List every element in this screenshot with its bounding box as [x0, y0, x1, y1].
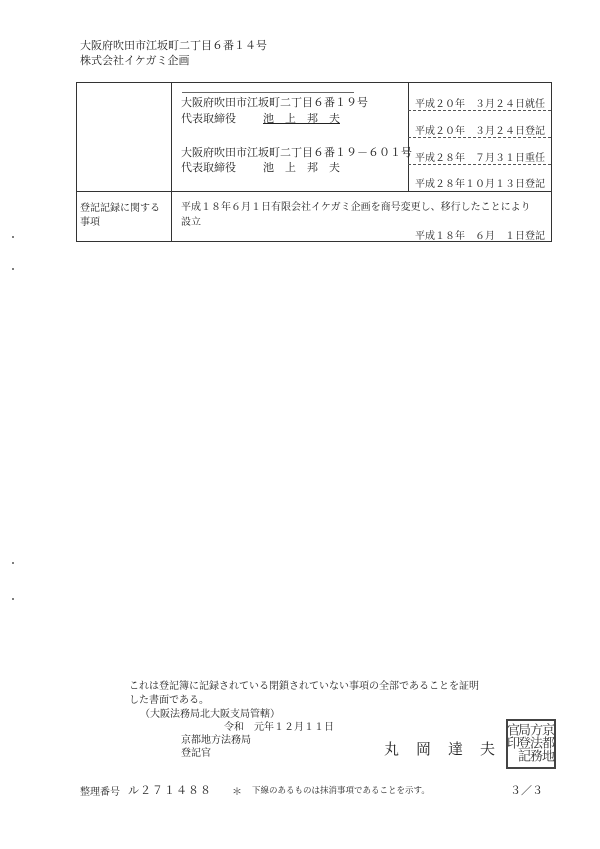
registrar-name: 丸 岡 達 夫: [384, 740, 497, 758]
record-label: 事項: [80, 217, 100, 228]
issuing-office: 京都地方法務局: [181, 735, 251, 746]
seal-text: 官印: [504, 723, 519, 749]
scan-dot: [12, 598, 14, 600]
officer-address: 大阪府吹田市江坂町二丁目６番１９－６０１号: [181, 146, 412, 159]
officer-date: 平成２８年１０月１３日登記: [415, 179, 545, 190]
serial-number: ル２７１４８８: [128, 784, 212, 797]
company-address: 大阪府吹田市江坂町二丁目６番１４号: [80, 39, 267, 52]
scan-dot: [12, 268, 14, 270]
company-name: 株式会社イケガミ企画: [80, 54, 190, 67]
officer-date: 平成２０年 ３月２４日就任: [415, 99, 545, 110]
officer-date: 平成２０年 ３月２４日登記: [415, 126, 545, 137]
officer-title: 代表取締役: [181, 161, 236, 174]
record-date: 平成１８年 ６月 １日登記: [415, 231, 545, 242]
officer-role: 登記官: [181, 748, 211, 759]
officer-name: 池 上 邦 夫: [263, 112, 340, 125]
strike-line: [182, 92, 354, 93]
seal-text: 方法務: [527, 723, 542, 762]
officer-date: 平成２８年 ７月３１日重任: [415, 153, 545, 164]
record-label: 登記記録に関する: [80, 203, 160, 214]
date-separator: [408, 137, 551, 138]
certification-text: これは登記簿に記録されている閉鎖されていない事項の全部であることを証明: [129, 681, 479, 692]
footnote: 下線のあるものは抹消事項であることを示す。: [252, 786, 430, 796]
officer-title: 代表取締役: [181, 112, 236, 125]
certification-date: 令和 元年１２月１１日: [224, 722, 334, 733]
seal-text: 局登記: [515, 723, 530, 762]
jurisdiction: （大阪法務局北大阪支局管轄）: [140, 709, 280, 720]
officer-name: 池 上 邦 夫: [263, 161, 340, 174]
date-separator: [408, 110, 551, 111]
officer-address: 大阪府吹田市江坂町二丁目６番１９号: [181, 96, 368, 109]
table-row-divider: [77, 191, 551, 192]
scan-dot: [12, 236, 14, 238]
seal-text: 京都地: [539, 723, 554, 762]
date-separator: [408, 164, 551, 165]
page-number: ３／３: [510, 784, 543, 797]
official-seal: [506, 719, 556, 769]
note-asterisk: ＊: [232, 787, 242, 798]
scan-dot: [12, 562, 14, 564]
record-text: 平成１８年６月１日有限会社イケガミ企画を商号変更し、移行したことにより: [181, 202, 531, 213]
record-text: 設立: [181, 217, 201, 228]
table-col-divider: [171, 83, 172, 241]
certification-text: した書面である。: [129, 695, 209, 706]
serial-label: 整理番号: [80, 787, 120, 798]
